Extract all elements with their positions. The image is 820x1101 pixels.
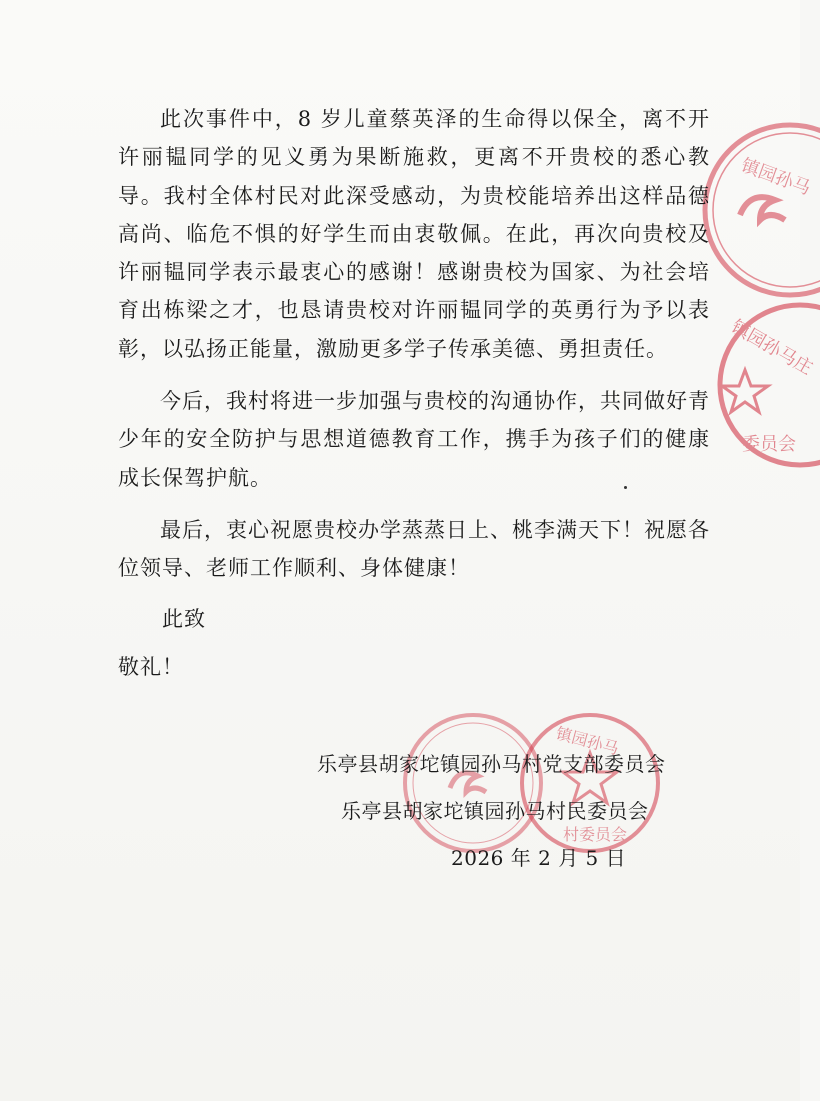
svg-text:委员会: 委员会 — [742, 434, 796, 455]
svg-text:镇园孙马: 镇园孙马 — [553, 723, 621, 759]
party-committee-seal-stamp — [398, 708, 548, 858]
stray-mark — [624, 486, 627, 489]
signature-party-committee: 乐亭县胡家坨镇园孙马村党支部委员会 — [317, 752, 666, 776]
village-committee-seal-stamp — [515, 708, 665, 858]
signature-date: 2026 年 2 月 5 日 — [451, 846, 627, 870]
closing-regards: 敬礼！ — [118, 655, 184, 679]
paragraph-gratitude: 此次事件中，8 岁儿童蔡英泽的生命得以保全，离不开许丽韫同学的见义勇为果断施救，更离不开贵校的悉心教导。我村全体村民对此深受感动，为贵校能培养出这样品德高尚、临危不惧的好学生而由衷敬佩。在此，再次向贵校及许丽韫同学表示最衷心的感谢！感谢贵校为国家、为社会培育出栋梁之才，也恳请贵校对许丽韫同学的英勇行为予以表彰，以弘扬正能量，激励更多学子传承美德、勇担责任。 — [118, 107, 710, 361]
svg-text:镇园孙马: 镇园孙马 — [738, 154, 814, 200]
paragraph-wishes: 最后，衷心祝愿贵校办学蒸蒸日上、桃李满天下！祝愿各位领导、老师工作顺利、身体健康！ — [118, 517, 710, 581]
svg-text:村委员会: 村委员会 — [563, 825, 628, 844]
signature-village-committee: 乐亭县胡家坨镇园孙马村民委员会 — [341, 799, 649, 823]
svg-text:镇园孙马庄: 镇园孙马庄 — [727, 316, 816, 380]
letter-body — [118, 100, 710, 588]
paragraph-cooperation: 今后，我村将进一步加强与贵校的沟通协作，共同做好青少年的安全防护与思想道德教育工作，携手为孩子们的健康成长保驾护航。 — [118, 389, 710, 490]
village-committee-seal — [700, 290, 820, 480]
closing-salutation: 此致 — [162, 607, 206, 631]
